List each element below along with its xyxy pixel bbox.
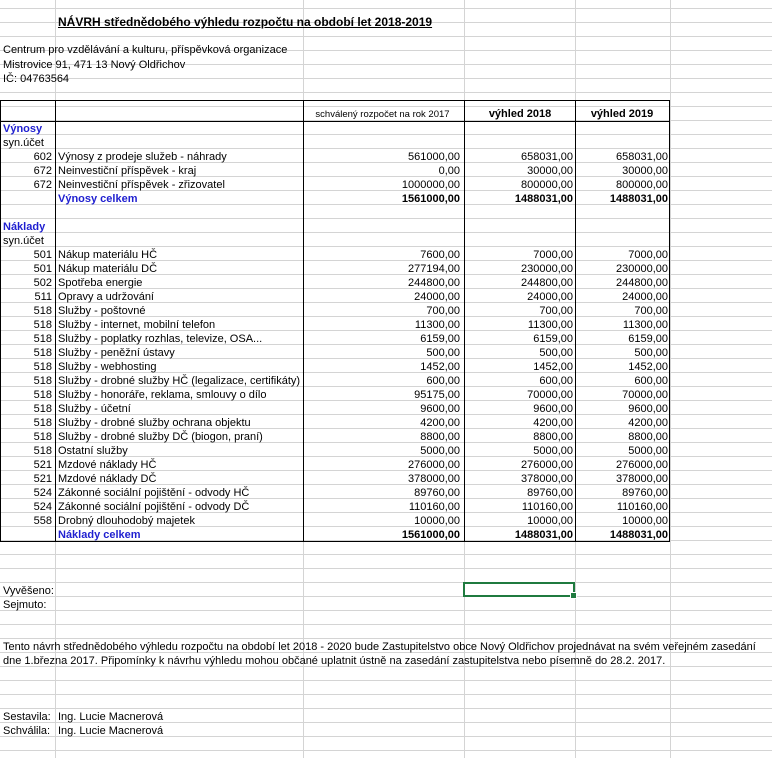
- header-budget-2017: schválený rozpočet na rok 2017: [315, 109, 450, 120]
- cost-row-b2017: 244800,00: [408, 277, 460, 289]
- cost-row-v2019: 7000,00: [628, 249, 668, 261]
- cost-row-name: Služby - drobné služby DČ (biogon, praní): [58, 431, 263, 443]
- revenue-row-acct: 602: [33, 151, 52, 163]
- page-title: NÁVRH střednědobého výhledu rozpočtu na období let 2018-2019: [58, 15, 433, 29]
- cost-row-v2019: 600,00: [634, 375, 668, 387]
- cost-row-v2019: 244800,00: [616, 277, 668, 289]
- cost-row-b2017: 277194,00: [408, 263, 460, 275]
- cost-row-name: Služby - honoráře, reklama, smlouvy o dílo: [58, 389, 267, 401]
- revenue-row-name: Neinvestiční příspěvek - kraj: [58, 165, 197, 177]
- cost-row-acct: 518: [33, 417, 52, 429]
- header-outlook-2018: výhled 2018: [488, 108, 552, 120]
- revenue-total-2017: 1561000,00: [401, 193, 460, 205]
- cost-row-v2018: 230000,00: [521, 263, 573, 275]
- cost-row-b2017: 378000,00: [408, 473, 460, 485]
- cost-row-v2019: 1452,00: [628, 361, 668, 373]
- cost-row-acct: 502: [33, 277, 52, 289]
- cost-row-v2018: 5000,00: [533, 445, 573, 457]
- cost-row-v2019: 10000,00: [622, 515, 668, 527]
- cost-row-v2019: 70000,00: [622, 389, 668, 401]
- cost-total-2017: 1561000,00: [401, 529, 460, 541]
- cost-row-v2018: 378000,00: [521, 473, 573, 485]
- cost-row-v2019: 24000,00: [622, 291, 668, 303]
- cost-section-title: Náklady: [3, 221, 46, 233]
- cost-row-acct: 518: [33, 333, 52, 345]
- header-outlook-2019: výhled 2019: [590, 108, 654, 120]
- cost-row-v2018: 700,00: [539, 305, 573, 317]
- cost-row-b2017: 110160,00: [408, 501, 460, 513]
- org-ic: IČ: 04763564: [3, 73, 70, 85]
- cost-row-acct: 518: [33, 319, 52, 331]
- cost-row-b2017: 600,00: [426, 375, 460, 387]
- cost-row-b2017: 24000,00: [414, 291, 460, 303]
- prepared-label: Sestavila:: [3, 711, 51, 723]
- revenue-row-v2018: 30000,00: [527, 165, 573, 177]
- cost-row-name: Zákonné sociální pojištění - odvody HČ: [58, 487, 250, 499]
- cost-row-v2019: 89760,00: [622, 487, 668, 499]
- approved-name: Ing. Lucie Macnerová: [58, 725, 164, 737]
- cost-row-v2019: 11300,00: [622, 319, 668, 331]
- cost-row-acct: 558: [33, 515, 52, 527]
- org-name: Centrum pro vzdělávání a kulturu, příspěvková organizace: [3, 44, 288, 56]
- posted-label: Vyvěšeno:: [3, 585, 54, 597]
- cost-row-b2017: 10000,00: [414, 515, 460, 527]
- cost-row-b2017: 500,00: [426, 347, 460, 359]
- cost-row-b2017: 700,00: [426, 305, 460, 317]
- cost-row-acct: 524: [33, 487, 52, 499]
- cost-row-v2018: 10000,00: [527, 515, 573, 527]
- cost-row-acct: 511: [34, 291, 52, 303]
- cost-row-acct: 518: [33, 305, 52, 317]
- fill-handle[interactable]: [570, 592, 577, 599]
- cost-row-acct: 518: [33, 445, 52, 457]
- cost-total-2019: 1488031,00: [609, 529, 668, 541]
- cost-row-b2017: 11300,00: [414, 319, 460, 331]
- cost-row-b2017: 8800,00: [420, 431, 460, 443]
- cost-row-name: Nákup materiálu DČ: [58, 263, 158, 275]
- cost-row-b2017: 6159,00: [420, 333, 460, 345]
- cost-row-v2018: 110160,00: [521, 501, 573, 513]
- cost-row-name: Služby - drobné služby ochrana objektu: [58, 417, 251, 429]
- cost-account-label: syn.účet: [3, 235, 44, 247]
- cost-row-name: Mzdové náklady DČ: [58, 473, 157, 485]
- revenue-row-v2018: 800000,00: [521, 179, 573, 191]
- cost-row-b2017: 276000,00: [408, 459, 460, 471]
- cost-row-v2018: 1452,00: [533, 361, 573, 373]
- revenue-row-name: Výnosy z prodeje služeb - náhrady: [58, 151, 227, 163]
- revenue-row-b2017: 561000,00: [408, 151, 460, 163]
- org-address: Mistrovice 91, 471 13 Nový Oldřichov: [3, 59, 186, 71]
- approved-label: Schválila:: [3, 725, 51, 737]
- note-line-1: Tento návrh střednědobého výhledu rozpočtu na období let 2018 - 2020 bude Zastupitelstvo obce Nový Oldřichov projednávat na svém veřejném zasedání: [3, 641, 756, 653]
- cost-row-acct: 501: [33, 249, 52, 261]
- cost-row-v2018: 11300,00: [527, 319, 573, 331]
- cost-row-v2018: 6159,00: [533, 333, 573, 345]
- cost-row-acct: 524: [33, 501, 52, 513]
- cost-row-v2018: 244800,00: [521, 277, 573, 289]
- revenue-row-v2019: 30000,00: [622, 165, 668, 177]
- cost-row-b2017: 1452,00: [420, 361, 460, 373]
- cost-row-name: Zákonné sociální pojištění - odvody DČ: [58, 501, 250, 513]
- cost-row-acct: 518: [33, 361, 52, 373]
- cost-row-v2019: 110160,00: [616, 501, 668, 513]
- cost-row-name: Služby - poplatky rozhlas, televize, OSA...: [58, 333, 263, 345]
- revenue-row-b2017: 1000000,00: [401, 179, 460, 191]
- revenue-row-acct: 672: [33, 179, 52, 191]
- revenue-total-2019: 1488031,00: [609, 193, 668, 205]
- note-line-2: dne 1.března 2017. Připomínky k návrhu výhledu mohou občané uplatnit ústně na zasedání zastupitelstva nebo písemně do 28.2. 2017.: [3, 655, 666, 667]
- cost-row-v2018: 8800,00: [533, 431, 573, 443]
- cost-row-b2017: 95175,00: [414, 389, 460, 401]
- cost-row-v2018: 70000,00: [527, 389, 573, 401]
- cost-row-v2019: 230000,00: [616, 263, 668, 275]
- cost-row-acct: 521: [33, 459, 52, 471]
- cost-row-v2019: 4200,00: [628, 417, 668, 429]
- cost-row-acct: 518: [33, 375, 52, 387]
- revenue-section-title: Výnosy: [3, 123, 43, 135]
- cost-row-v2019: 5000,00: [628, 445, 668, 457]
- cost-row-acct: 521: [33, 473, 52, 485]
- cost-row-v2019: 8800,00: [628, 431, 668, 443]
- cost-row-name: Služby - webhosting: [58, 361, 157, 373]
- cost-row-v2019: 276000,00: [616, 459, 668, 471]
- cost-row-name: Nákup materiálu HČ: [58, 249, 158, 261]
- revenue-row-b2017: 0,00: [438, 165, 460, 177]
- cost-total-2018: 1488031,00: [514, 529, 573, 541]
- revenue-row-name: Neinvestiční příspěvek - zřizovatel: [58, 179, 225, 191]
- cost-row-acct: 518: [33, 347, 52, 359]
- cost-row-b2017: 89760,00: [414, 487, 460, 499]
- cost-row-b2017: 9600,00: [420, 403, 460, 415]
- cost-row-name: Mzdové náklady HČ: [58, 459, 157, 471]
- cost-row-v2018: 4200,00: [533, 417, 573, 429]
- cost-row-acct: 518: [33, 389, 52, 401]
- cost-row-name: Opravy a udržování: [58, 291, 154, 303]
- cost-row-b2017: 7600,00: [420, 249, 460, 261]
- removed-label: Sejmuto:: [3, 599, 47, 611]
- cost-row-v2018: 89760,00: [527, 487, 573, 499]
- revenue-row-acct: 672: [33, 165, 52, 177]
- revenue-row-v2019: 658031,00: [616, 151, 668, 163]
- revenue-row-v2019: 800000,00: [616, 179, 668, 191]
- revenue-row-v2018: 658031,00: [521, 151, 573, 163]
- cost-row-v2018: 7000,00: [533, 249, 573, 261]
- cost-row-name: Služby - poštovné: [58, 305, 146, 317]
- cost-total-label: Náklady celkem: [58, 529, 141, 541]
- cost-row-name: Služby - internet, mobilní telefon: [58, 319, 216, 331]
- cost-row-v2018: 24000,00: [527, 291, 573, 303]
- revenue-total-2018: 1488031,00: [514, 193, 573, 205]
- cost-row-name: Ostatní služby: [58, 445, 128, 457]
- cost-row-name: Drobný dlouhodobý majetek: [58, 515, 195, 527]
- cost-row-acct: 518: [33, 403, 52, 415]
- selected-cell[interactable]: [463, 582, 575, 597]
- cost-row-acct: 501: [33, 263, 52, 275]
- cost-row-acct: 518: [33, 431, 52, 443]
- revenue-account-label: syn.účet: [3, 137, 44, 149]
- cost-row-v2018: 600,00: [539, 375, 573, 387]
- cost-row-v2018: 500,00: [539, 347, 573, 359]
- cost-row-name: Služby - účetní: [58, 403, 131, 415]
- cost-row-v2018: 9600,00: [533, 403, 573, 415]
- cost-row-v2019: 378000,00: [616, 473, 668, 485]
- cost-row-v2019: 700,00: [634, 305, 668, 317]
- cost-row-v2019: 500,00: [634, 347, 668, 359]
- cost-row-b2017: 4200,00: [420, 417, 460, 429]
- revenue-total-label: Výnosy celkem: [58, 193, 138, 205]
- cost-row-v2019: 6159,00: [628, 333, 668, 345]
- cost-row-v2018: 276000,00: [521, 459, 573, 471]
- cost-row-name: Služby - drobné služby HČ (legalizace, certifikáty): [58, 375, 301, 387]
- cost-row-name: Služby - peněžní ústavy: [58, 347, 175, 359]
- cost-row-b2017: 5000,00: [420, 445, 460, 457]
- cost-row-v2019: 9600,00: [628, 403, 668, 415]
- cost-row-name: Spotřeba energie: [58, 277, 143, 289]
- prepared-name: Ing. Lucie Macnerová: [58, 711, 164, 723]
